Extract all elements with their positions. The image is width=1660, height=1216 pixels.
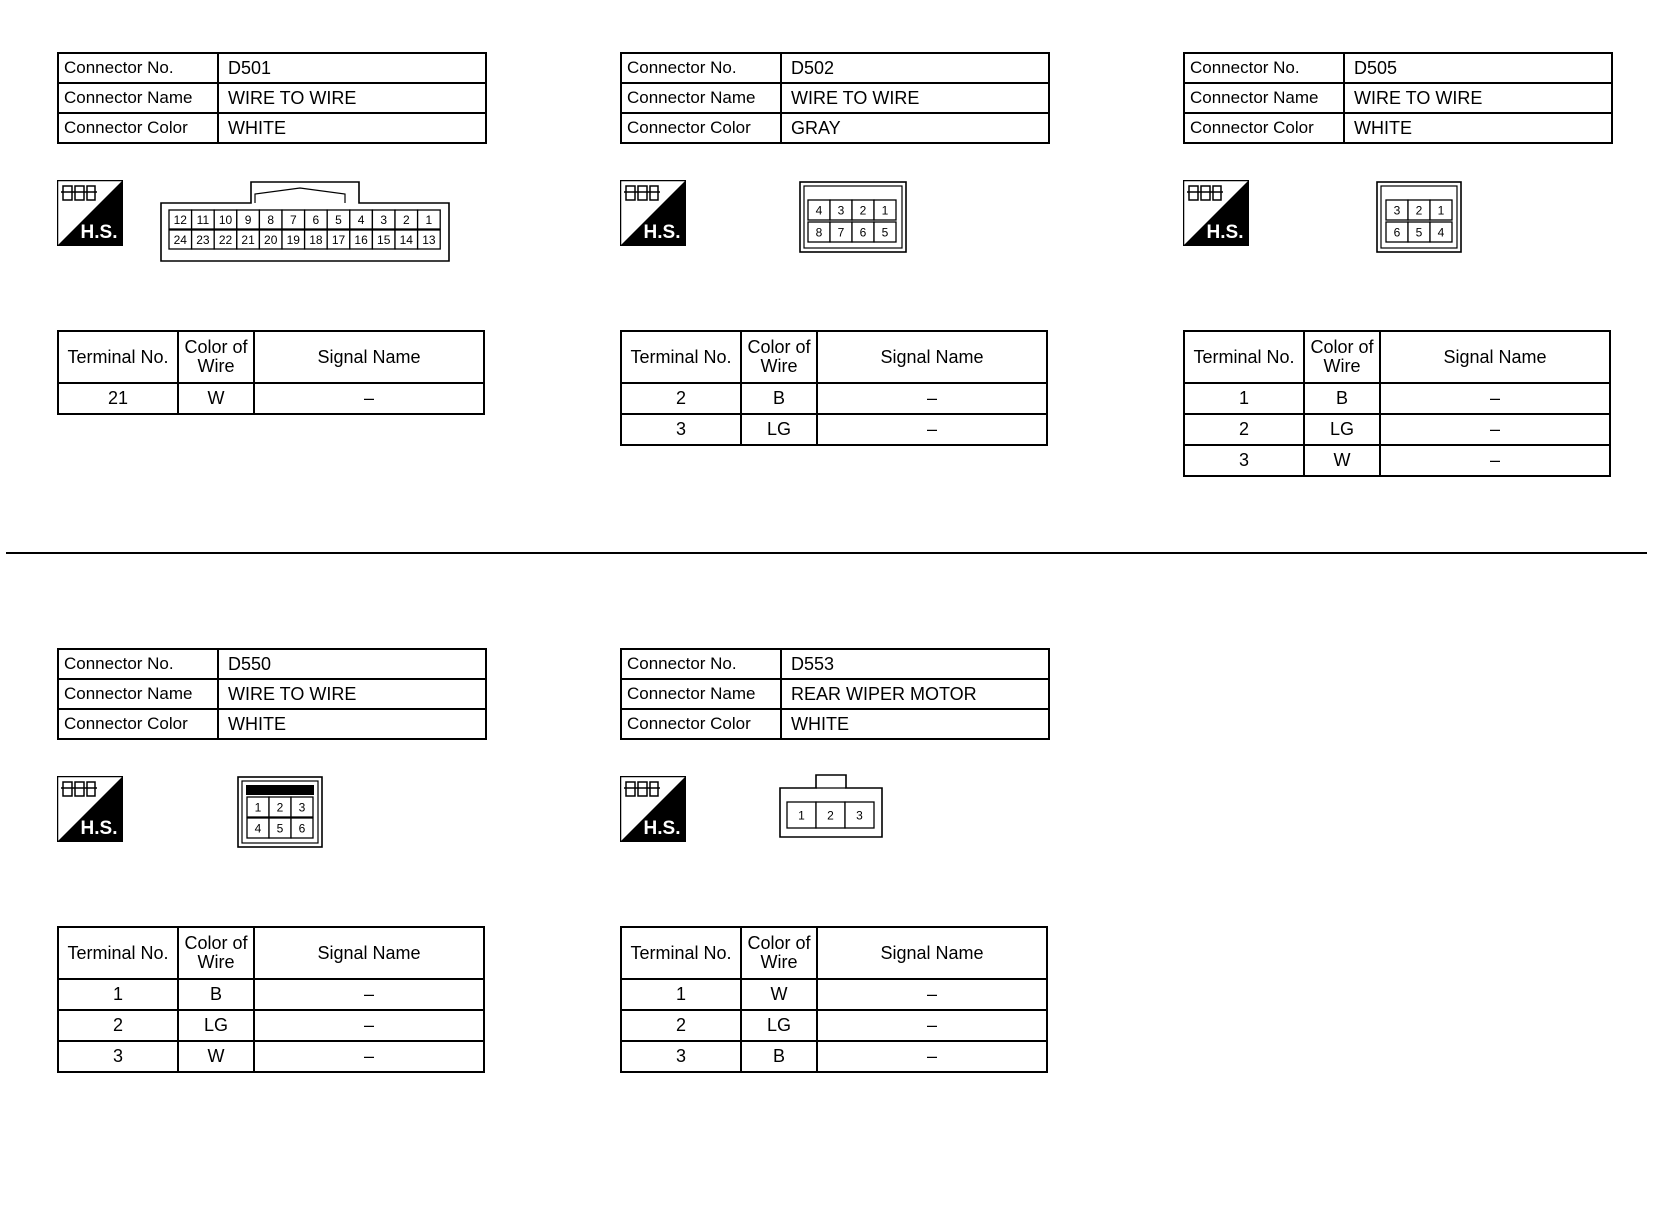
pin-number: 3 xyxy=(837,203,845,218)
connector-no-label: Connector No. xyxy=(621,649,781,679)
pin-number: 4 xyxy=(815,203,823,218)
pin-number: 6 xyxy=(1393,225,1401,240)
connector-name-value: REAR WIPER MOTOR xyxy=(781,679,1049,709)
table-row: 2 B – xyxy=(621,383,1047,414)
connector-no-label: Connector No. xyxy=(58,649,218,679)
color-of-wire-header: Color of Wire xyxy=(741,331,817,383)
section-divider xyxy=(6,552,1647,554)
table-row: 2 LG – xyxy=(1184,414,1610,445)
pin-number: 14 xyxy=(399,233,413,247)
pin-number: 1 xyxy=(798,808,805,823)
connector-name-value: WIRE TO WIRE xyxy=(781,83,1049,113)
pin-number: 20 xyxy=(264,233,278,247)
table-row: 1 B – xyxy=(58,979,484,1010)
signal-name-header: Signal Name xyxy=(1380,331,1610,383)
table-row: 3 B – xyxy=(621,1041,1047,1072)
connector-name-value: WIRE TO WIRE xyxy=(218,83,486,113)
connector-color-label: Connector Color xyxy=(621,709,781,739)
pin-number: 16 xyxy=(354,233,368,247)
connector-color-label: Connector Color xyxy=(621,113,781,143)
pin-number: 6 xyxy=(312,213,320,227)
pin-number: 1 xyxy=(1437,203,1445,218)
table-row: 2 LG – xyxy=(58,1010,484,1041)
table-row: 1 W – xyxy=(621,979,1047,1010)
connector-no-value: D501 xyxy=(218,53,486,83)
pin-number: 7 xyxy=(289,213,297,227)
connector-color-value: WHITE xyxy=(781,709,1049,739)
pin-number: 4 xyxy=(1437,225,1445,240)
connector-diagram-d502 xyxy=(799,181,907,253)
pin-number: 21 xyxy=(241,233,255,247)
signal-name-header: Signal Name xyxy=(817,927,1047,979)
connector-no-value: D553 xyxy=(781,649,1049,679)
connector-no-value: D505 xyxy=(1344,53,1612,83)
terminal-table xyxy=(57,926,485,1073)
connector-diagram-d550 xyxy=(237,776,323,848)
pin-number: 5 xyxy=(335,213,342,227)
table-row: 21 W – xyxy=(58,383,484,414)
pin-number: 18 xyxy=(309,233,323,247)
terminal-no-header: Terminal No. xyxy=(621,331,741,383)
pin-number: 24 xyxy=(173,233,187,247)
pin-number: 5 xyxy=(881,225,889,240)
hs-badge-text: H.S. xyxy=(1206,222,1244,243)
signal-name-header: Signal Name xyxy=(254,331,484,383)
hs-badge-text: H.S. xyxy=(643,222,681,243)
connector-block-d502 xyxy=(620,52,1050,472)
connector-color-value: WHITE xyxy=(1344,113,1612,143)
hs-badge-icon xyxy=(620,776,686,842)
pin-number: 3 xyxy=(298,800,306,815)
pin-number: 1 xyxy=(881,203,889,218)
connector-info-table xyxy=(620,52,1050,144)
connector-name-value: WIRE TO WIRE xyxy=(218,679,486,709)
terminal-no-header: Terminal No. xyxy=(1184,331,1304,383)
pin-number: 6 xyxy=(298,821,306,836)
pin-number: 11 xyxy=(196,213,210,227)
pin-number: 2 xyxy=(827,808,834,823)
connector-name-label: Connector Name xyxy=(58,679,218,709)
pin-number: 2 xyxy=(1415,203,1423,218)
pin-number: 1 xyxy=(254,800,262,815)
table-row: 1 B – xyxy=(1184,383,1610,414)
table-row: 3 LG – xyxy=(621,414,1047,445)
pin-number: 15 xyxy=(377,233,391,247)
connector-info-table xyxy=(620,648,1050,740)
connector-no-label: Connector No. xyxy=(621,53,781,83)
pin-number: 9 xyxy=(244,213,252,227)
pin-number: 13 xyxy=(422,233,436,247)
terminal-table xyxy=(57,330,485,415)
connector-info-table xyxy=(57,648,487,740)
connector-diagram-d553 xyxy=(779,774,883,838)
pin-number: 4 xyxy=(254,821,262,836)
terminal-no-header: Terminal No. xyxy=(58,331,178,383)
connector-block-d553 xyxy=(620,648,1050,1068)
connector-no-value: D550 xyxy=(218,649,486,679)
connector-name-label: Connector Name xyxy=(58,83,218,113)
connector-no-label: Connector No. xyxy=(58,53,218,83)
hs-badge-icon xyxy=(620,180,686,246)
pin-number: 7 xyxy=(837,225,845,240)
signal-name-header: Signal Name xyxy=(254,927,484,979)
hs-badge-icon xyxy=(57,776,123,842)
hs-badge-icon xyxy=(57,180,123,246)
pin-number: 4 xyxy=(357,213,365,227)
pin-number: 23 xyxy=(196,233,210,247)
pin-number: 5 xyxy=(1415,225,1423,240)
connector-info-table xyxy=(57,52,487,144)
terminal-no-header: Terminal No. xyxy=(621,927,741,979)
hs-badge-text: H.S. xyxy=(643,818,681,839)
connector-name-label: Connector Name xyxy=(621,679,781,709)
connector-diagram-d505 xyxy=(1376,181,1462,253)
pin-number: 10 xyxy=(218,213,233,227)
hs-badge-text: H.S. xyxy=(80,818,118,839)
connector-name-label: Connector Name xyxy=(1184,83,1344,113)
table-row: 2 LG – xyxy=(621,1010,1047,1041)
pin-number: 5 xyxy=(276,821,284,836)
pin-number: 2 xyxy=(402,213,410,227)
pin-number: 3 xyxy=(856,808,863,823)
connector-color-label: Connector Color xyxy=(1184,113,1344,143)
terminal-no-header: Terminal No. xyxy=(58,927,178,979)
color-of-wire-header: Color of Wire xyxy=(178,331,254,383)
terminal-table xyxy=(620,330,1048,446)
connector-color-value: GRAY xyxy=(781,113,1049,143)
terminal-table xyxy=(1183,330,1611,477)
connector-block-d501 xyxy=(57,52,487,472)
connector-info-table xyxy=(1183,52,1613,144)
pin-number: 3 xyxy=(1393,203,1401,218)
pin-number: 12 xyxy=(173,213,187,227)
connector-color-value: WHITE xyxy=(218,709,486,739)
pin-number: 2 xyxy=(276,800,284,815)
connector-color-value: WHITE xyxy=(218,113,486,143)
table-row: 3 W – xyxy=(58,1041,484,1072)
pin-number: 19 xyxy=(286,233,300,247)
connector-color-label: Connector Color xyxy=(58,113,218,143)
pin-number: 17 xyxy=(331,233,346,247)
hs-badge-text: H.S. xyxy=(80,222,118,243)
table-row: 3 W – xyxy=(1184,445,1610,476)
pin-number: 1 xyxy=(425,213,433,227)
connector-no-label: Connector No. xyxy=(1184,53,1344,83)
connector-diagram-d501 xyxy=(160,180,450,262)
color-of-wire-header: Color of Wire xyxy=(741,927,817,979)
pin-number: 6 xyxy=(859,225,867,240)
connector-name-label: Connector Name xyxy=(621,83,781,113)
hs-badge-icon xyxy=(1183,180,1249,246)
pin-number: 3 xyxy=(380,213,388,227)
pin-number: 8 xyxy=(267,213,275,227)
connector-name-value: WIRE TO WIRE xyxy=(1344,83,1612,113)
color-of-wire-header: Color of Wire xyxy=(1304,331,1380,383)
pin-number: 2 xyxy=(859,203,867,218)
pin-number: 8 xyxy=(815,225,823,240)
connector-block-d550 xyxy=(57,648,487,1068)
connector-color-label: Connector Color xyxy=(58,709,218,739)
signal-name-header: Signal Name xyxy=(817,331,1047,383)
connector-block-d505 xyxy=(1183,52,1613,472)
pin-number: 22 xyxy=(218,233,233,247)
connector-no-value: D502 xyxy=(781,53,1049,83)
color-of-wire-header: Color of Wire xyxy=(178,927,254,979)
terminal-table xyxy=(620,926,1048,1073)
